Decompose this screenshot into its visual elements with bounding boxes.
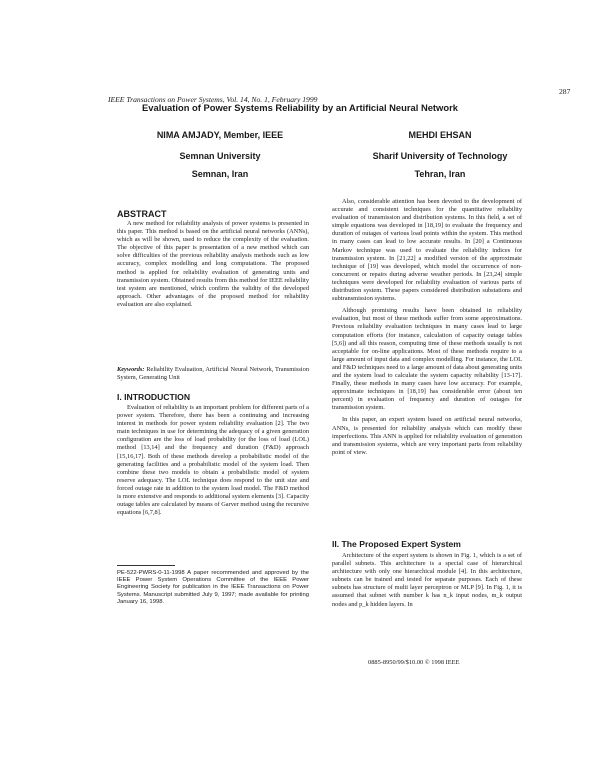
keywords-label: Keywords: <box>117 366 145 373</box>
keywords-text: Reliability Evaluation, Artificial Neural Network, Transmission System, Generating Unit <box>117 366 309 382</box>
right-para-2: Although promising results have been obtained in reliability evaluation, but most of these methods suffer from some approximations. Previous reliability evaluation techniques in many cases lead to large computation efforts (for instance, calculation of capacity outage tables [5,6]) and all this reason, computing time of these methods usually is not acceptable for on-line applications. Most of these methods require to a large amount of input data and complex modelling. For instance, the LOL and F&D techniques need to a large amount of data about generating units and the system load to calculate the system capacity reliability [13-17]. Finally, these methods in many cases have low accuracy. For example, approximate techniques in [18,19] has considerable error (about ten percent) in evaluation of frequency and duration of outages for transmission system. <box>332 307 522 412</box>
introduction-text: Evaluation of reliability is an important problem for different parts of a power system. Therefore, there has been a continuing and increasing interest in methods for power system reliability evaluation [2]. The two main techniques in use for determining the adequacy of a given generation configuration are the loss of load probability (or the loss of load (LOL) method [13,14] and the frequency and duration (F&D) approach [15,16,17]. Both of these methods develop a probabilistic model of the generating facilities and a probabilistic model of the system load. Then combine these two models to obtain a probabilistic model of system reserve adequacy. The LOL technique does respond to the unit size and forced outage rate in addition to the system load model. The F&D method is more extensive and responds to additional system elements [3]. Capacity outage tables are calculated by means of Garver method using the recursive equations [6,7,8]. <box>117 404 309 517</box>
right-column-body <box>332 198 522 457</box>
author-left-city: Semnan, Iran <box>191 169 249 179</box>
journal-header: IEEE Transactions on Power Systems, Vol. 14, No. 1, February 1999 <box>108 95 318 104</box>
footnote-rule <box>117 565 175 566</box>
paper-title: Evaluation of Power Systems Reliability by an Artificial Neural Network <box>142 102 458 113</box>
section-2-heading: II. The Proposed Expert System <box>332 539 461 549</box>
abstract-text: A new method for reliability analysis of power systems is presented in this paper. This method is based on the artificial neural networks (ANNs), which as will be shown, used to reduce the complexity of the evaluation. The objective of this paper is presentation of a new method which can solve difficulties of the previous reliability analysis methods such as low accuracy, complex modelling and long computations. The proposed method is applied for reliability evaluation of generating units and transmission system. Obtained results from this method for IEEE reliability test system are mentioned, which confirm the validity of the developed approach. Other advantages of the proposed method for reliability evaluation are also explained. <box>117 220 309 308</box>
author-left-affiliation: Semnan University <box>179 151 261 161</box>
right-para-1: Also, considerable attention has been devoted to the development of accurate and consistent techniques for the quantitative reliability evaluation of transmission and distribution systems. In this field, a set of simple equations was developed in [18,19] to evaluate the frequency and duration of outages of various load points within the system. This method in many cases can lead to low accurate results. In [20] a Continuous Markov technique was used to evaluate the reliability indices for transmission system. In [21,22] a modified version of the approximate technique of [19] was developed, which model the occurrence of non-concurrent or repairs during adverse weather periods. In [23,24] simple techniques were developed for reliability evaluation of various parts of distribution system. These papers considered distribution substations and subtransmission systems. <box>332 198 522 303</box>
copyright-notice: 0885-8950/99/$10.00 © 1998 IEEE <box>368 659 460 666</box>
introduction-body <box>117 404 309 517</box>
introduction-heading: I. INTRODUCTION <box>117 392 191 402</box>
section-2-body <box>332 552 522 609</box>
right-para-3: In this paper, an expert system based on artificial neural networks, ANNs, is presented for reliability analysis which can modify these imperfections. This ANN is applied for reliability evaluation of generation and transmission systems, which are very important parts from reliability point of view. <box>332 416 522 456</box>
author-left-name: NIMA AMJADY, Member, IEEE <box>156 130 284 140</box>
section-2-text: Architecture of the expert system is shown in Fig. 1, which is a set of parallel subnets. This architecture is a special case of hierarchical architecture with only one hierarchical module [4]. In this architecture, subnets can be trained and tested for separate purposes. Each of these subnets has structure of multi layer perceptron or MLP [9]. In Fig. 1, it is assumed that subnet with number k has n_k input nodes, m_k output nodes and p_k hidden layers. In <box>332 552 522 608</box>
author-right-affiliation: Sharif University of Technology <box>372 151 508 161</box>
abstract-body <box>117 220 309 309</box>
author-right-name: MEHDI EHSAN <box>408 130 472 140</box>
footnote: PE-522-PWRS-0-11-1998 A paper recommended and approved by the IEEE Power System Operations Committee of the IEEE Power Engineering Society for publication in the IEEE Transactions on Power Systems. Manuscript submitted July 9, 1997; made available for printing January 16, 1998. <box>117 570 309 605</box>
page-number: 287 <box>559 87 571 96</box>
abstract-heading: ABSTRACT <box>117 209 167 219</box>
keywords <box>117 366 309 382</box>
author-right-city: Tehran, Iran <box>414 169 466 179</box>
